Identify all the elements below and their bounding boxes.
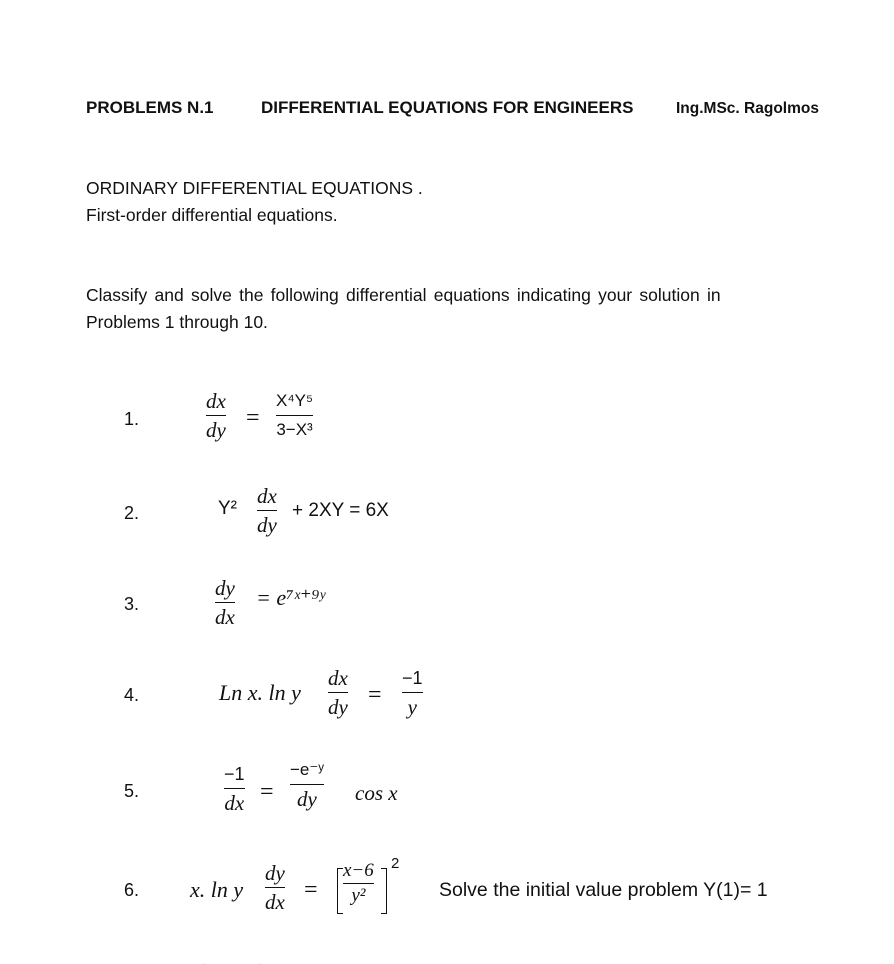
problem-2-d-den: dy — [257, 513, 277, 537]
problem-6-bracket-fraction — [343, 860, 374, 907]
problem-4-rhs-fraction — [402, 666, 423, 719]
problem-5-lhs-num: −1 — [224, 764, 245, 784]
problem-6-br-num: x−6 — [343, 860, 374, 881]
problem-4-prefix: Ln x. ln y — [219, 680, 301, 705]
problem-1-lhs-den: dy — [206, 418, 226, 442]
problem-3-rhs: = e⁷ˣ⁺⁹ʸ — [256, 585, 325, 610]
problem-1-rhs-den: 3−X³ — [276, 420, 313, 439]
problem-6-note: Solve the initial value problem Y(1)= 1 — [439, 879, 768, 901]
problem-2-rest: + 2XY = 6X — [292, 500, 389, 521]
problem-6-equals: = — [304, 877, 318, 903]
problem-2-derivative — [257, 484, 277, 537]
problem-2-coefficient: Y² — [218, 498, 237, 519]
problem-4-rhs-den: y — [407, 695, 417, 719]
problem-6-derivative — [265, 861, 285, 914]
problem-4-equals: = — [368, 682, 382, 708]
problem-4-number: 4. — [124, 685, 140, 705]
problem-4-derivative — [328, 666, 348, 719]
section-subtitle: First-order differential equations. — [86, 205, 338, 225]
instructions-line-2: Problems 1 through 10. — [86, 312, 268, 332]
problem-5-rhs-num: −e⁻ʸ — [290, 760, 324, 779]
problem-3-lhs-den: dx — [215, 605, 235, 629]
problem-5-lhs-fraction — [224, 762, 245, 815]
problem-6-d-num: dy — [265, 861, 285, 885]
section-title: ORDINARY DIFFERENTIAL EQUATIONS . — [86, 178, 423, 198]
problem-6-br-den: y² — [351, 885, 366, 906]
problem-6-bracket-exponent: 2 — [391, 855, 400, 872]
problem-5-rhs-fraction — [290, 758, 324, 811]
problem-1-lhs-fraction — [206, 389, 226, 442]
problem-4-d-den: dy — [328, 695, 348, 719]
problem-2-d-num: dx — [257, 484, 277, 508]
problem-1-rhs-num: X⁴Y⁵ — [276, 391, 314, 410]
problem-3-lhs-fraction — [215, 576, 235, 629]
problem-2-number: 2. — [124, 503, 140, 523]
problem-3-lhs-num: dy — [215, 576, 235, 600]
problem-5-equals: = — [260, 779, 274, 805]
problem-4-d-num: dx — [328, 666, 348, 690]
problem-1-equals: = — [246, 405, 260, 431]
problem-1-lhs-num: dx — [206, 389, 226, 413]
problems-label: PROBLEMS N.1 — [86, 98, 214, 117]
problem-3-number: 3. — [124, 594, 140, 614]
problem-5-rhs-den: dy — [296, 787, 317, 811]
problem-5-rhs-tail: cos x — [355, 781, 398, 805]
problem-5-number: 5. — [124, 781, 140, 801]
problem-6-right-bracket — [381, 868, 387, 914]
problem-5-lhs-den: dx — [224, 791, 245, 815]
author-name: Ing.MSc. Ragolmos — [676, 100, 819, 117]
problem-4-rhs-num: −1 — [402, 668, 423, 688]
problem-1-rhs-fraction — [276, 389, 313, 442]
problem-1-number: 1. — [124, 409, 140, 429]
problem-6-number: 6. — [124, 880, 140, 900]
problem-6-prefix: x. ln y — [190, 877, 244, 902]
instructions-line-1: Classify and solve the following differential equations indicating your solution in — [86, 285, 721, 305]
problem-6-d-den: dx — [265, 890, 285, 914]
course-title: DIFFERENTIAL EQUATIONS FOR ENGINEERS — [261, 98, 634, 117]
problem-7-cutoff — [195, 956, 305, 964]
